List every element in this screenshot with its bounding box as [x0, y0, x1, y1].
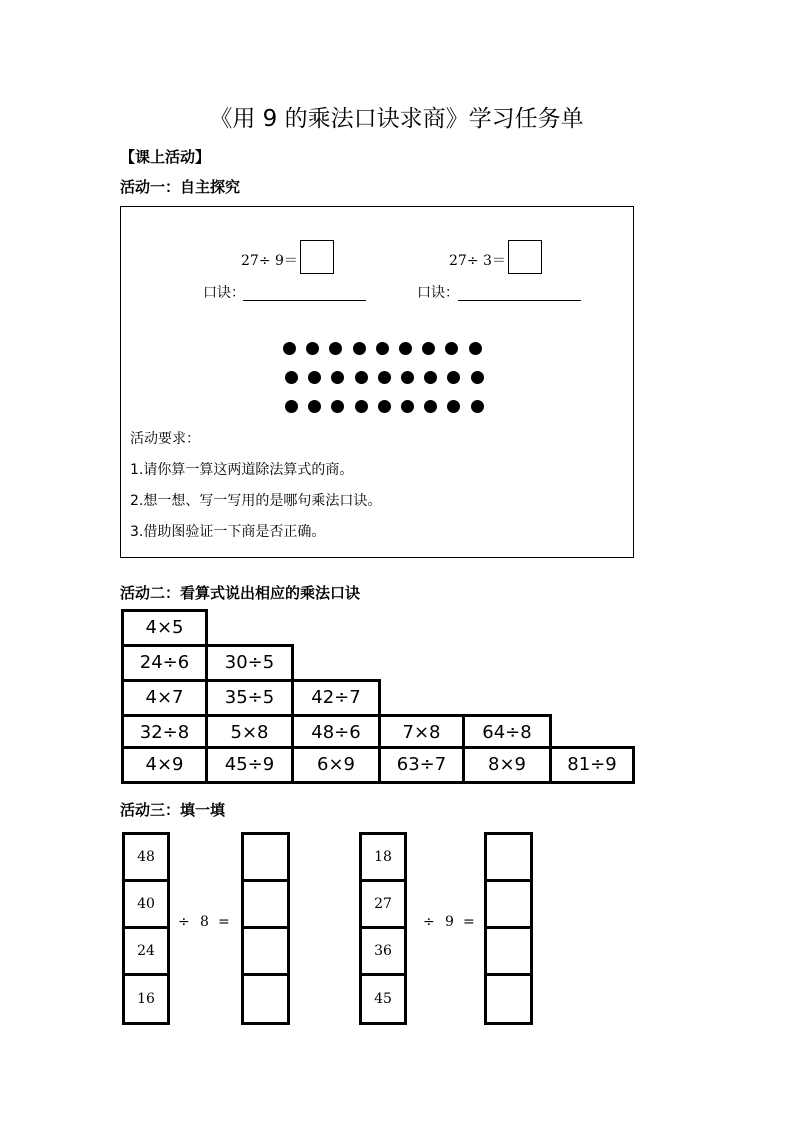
quotient-box[interactable]	[241, 879, 290, 929]
koujue-blank-2[interactable]	[458, 300, 581, 301]
dot	[353, 342, 366, 355]
dot	[283, 342, 296, 355]
equation-27-div-9: 27÷ 9＝	[241, 253, 298, 269]
equals-sign: =	[463, 914, 475, 930]
dot	[471, 400, 484, 413]
staircase-cell: 30÷5	[205, 644, 294, 682]
koujue-blank-1[interactable]	[243, 300, 366, 301]
staircase-cell: 24÷6	[121, 644, 208, 682]
class-activity-label: 【课上活动】	[120, 148, 211, 166]
staircase-cell: 48÷6	[291, 714, 381, 752]
dot	[378, 400, 391, 413]
activity2-heading: 活动二：看算式说出相应的乘法口诀	[120, 584, 361, 602]
dividend-cell: 36	[359, 926, 407, 976]
answer-box-1[interactable]	[300, 240, 334, 274]
quotient-box[interactable]	[484, 832, 533, 882]
dividend-cell: 24	[122, 926, 170, 976]
dividend-cell: 45	[359, 973, 407, 1025]
equals-sign: =	[218, 914, 230, 930]
dividend-cell: 27	[359, 879, 407, 929]
requirements-title: 活动要求：	[130, 431, 200, 447]
dot	[285, 400, 298, 413]
koujue-label-2: 口诀：	[417, 285, 459, 301]
dot	[471, 371, 484, 384]
dot	[399, 342, 412, 355]
dot	[355, 371, 368, 384]
dot	[378, 371, 391, 384]
quotient-box[interactable]	[484, 926, 533, 976]
staircase-cell: 5×8	[205, 714, 294, 752]
quotient-box[interactable]	[484, 973, 533, 1025]
staircase-cell: 32÷8	[121, 714, 208, 752]
staircase-cell: 4×9	[121, 746, 208, 784]
dividend-cell: 48	[122, 832, 170, 882]
staircase-cell: 81÷9	[549, 746, 635, 784]
quotient-box[interactable]	[241, 832, 290, 882]
divisor: 8	[200, 914, 209, 930]
dot	[355, 400, 368, 413]
dot	[401, 400, 414, 413]
dividend-cell: 18	[359, 832, 407, 882]
divide-sign: ÷	[423, 914, 435, 930]
dot	[469, 342, 482, 355]
staircase-cell: 42÷7	[291, 679, 381, 717]
staircase-cell: 8×9	[462, 746, 552, 784]
activity1-heading: 活动一：自主探究	[120, 178, 241, 196]
requirement-item: 3.借助图验证一下商是否正确。	[130, 524, 326, 540]
quotient-box[interactable]	[241, 926, 290, 976]
quotient-box[interactable]	[484, 879, 533, 929]
divisor: 9	[445, 914, 454, 930]
answer-box-2[interactable]	[508, 240, 542, 274]
koujue-label-1: 口诀：	[203, 285, 245, 301]
staircase-cell: 4×5	[121, 609, 208, 647]
dividend-cell: 16	[122, 973, 170, 1025]
divide-sign: ÷	[178, 914, 190, 930]
requirement-item: 2.想一想、写一写用的是哪句乘法口诀。	[130, 493, 382, 509]
dividend-cell: 40	[122, 879, 170, 929]
activity3-heading: 活动三：填一填	[120, 801, 226, 819]
dot	[376, 342, 389, 355]
staircase-cell: 6×9	[291, 746, 381, 784]
dot	[401, 371, 414, 384]
staircase-cell: 45÷9	[205, 746, 294, 784]
staircase-cell: 63÷7	[378, 746, 465, 784]
equation-27-div-3: 27÷ 3＝	[449, 253, 506, 269]
staircase-cell: 35÷5	[205, 679, 294, 717]
staircase-cell: 7×8	[378, 714, 465, 752]
staircase-cell: 64÷8	[462, 714, 552, 752]
requirement-item: 1.请你算一算这两道除法算式的商。	[130, 462, 354, 478]
quotient-box[interactable]	[241, 973, 290, 1025]
dot	[285, 371, 298, 384]
staircase-cell: 4×7	[121, 679, 208, 717]
page-title: 《用 9 的乘法口诀求商》学习任务单	[209, 106, 584, 132]
